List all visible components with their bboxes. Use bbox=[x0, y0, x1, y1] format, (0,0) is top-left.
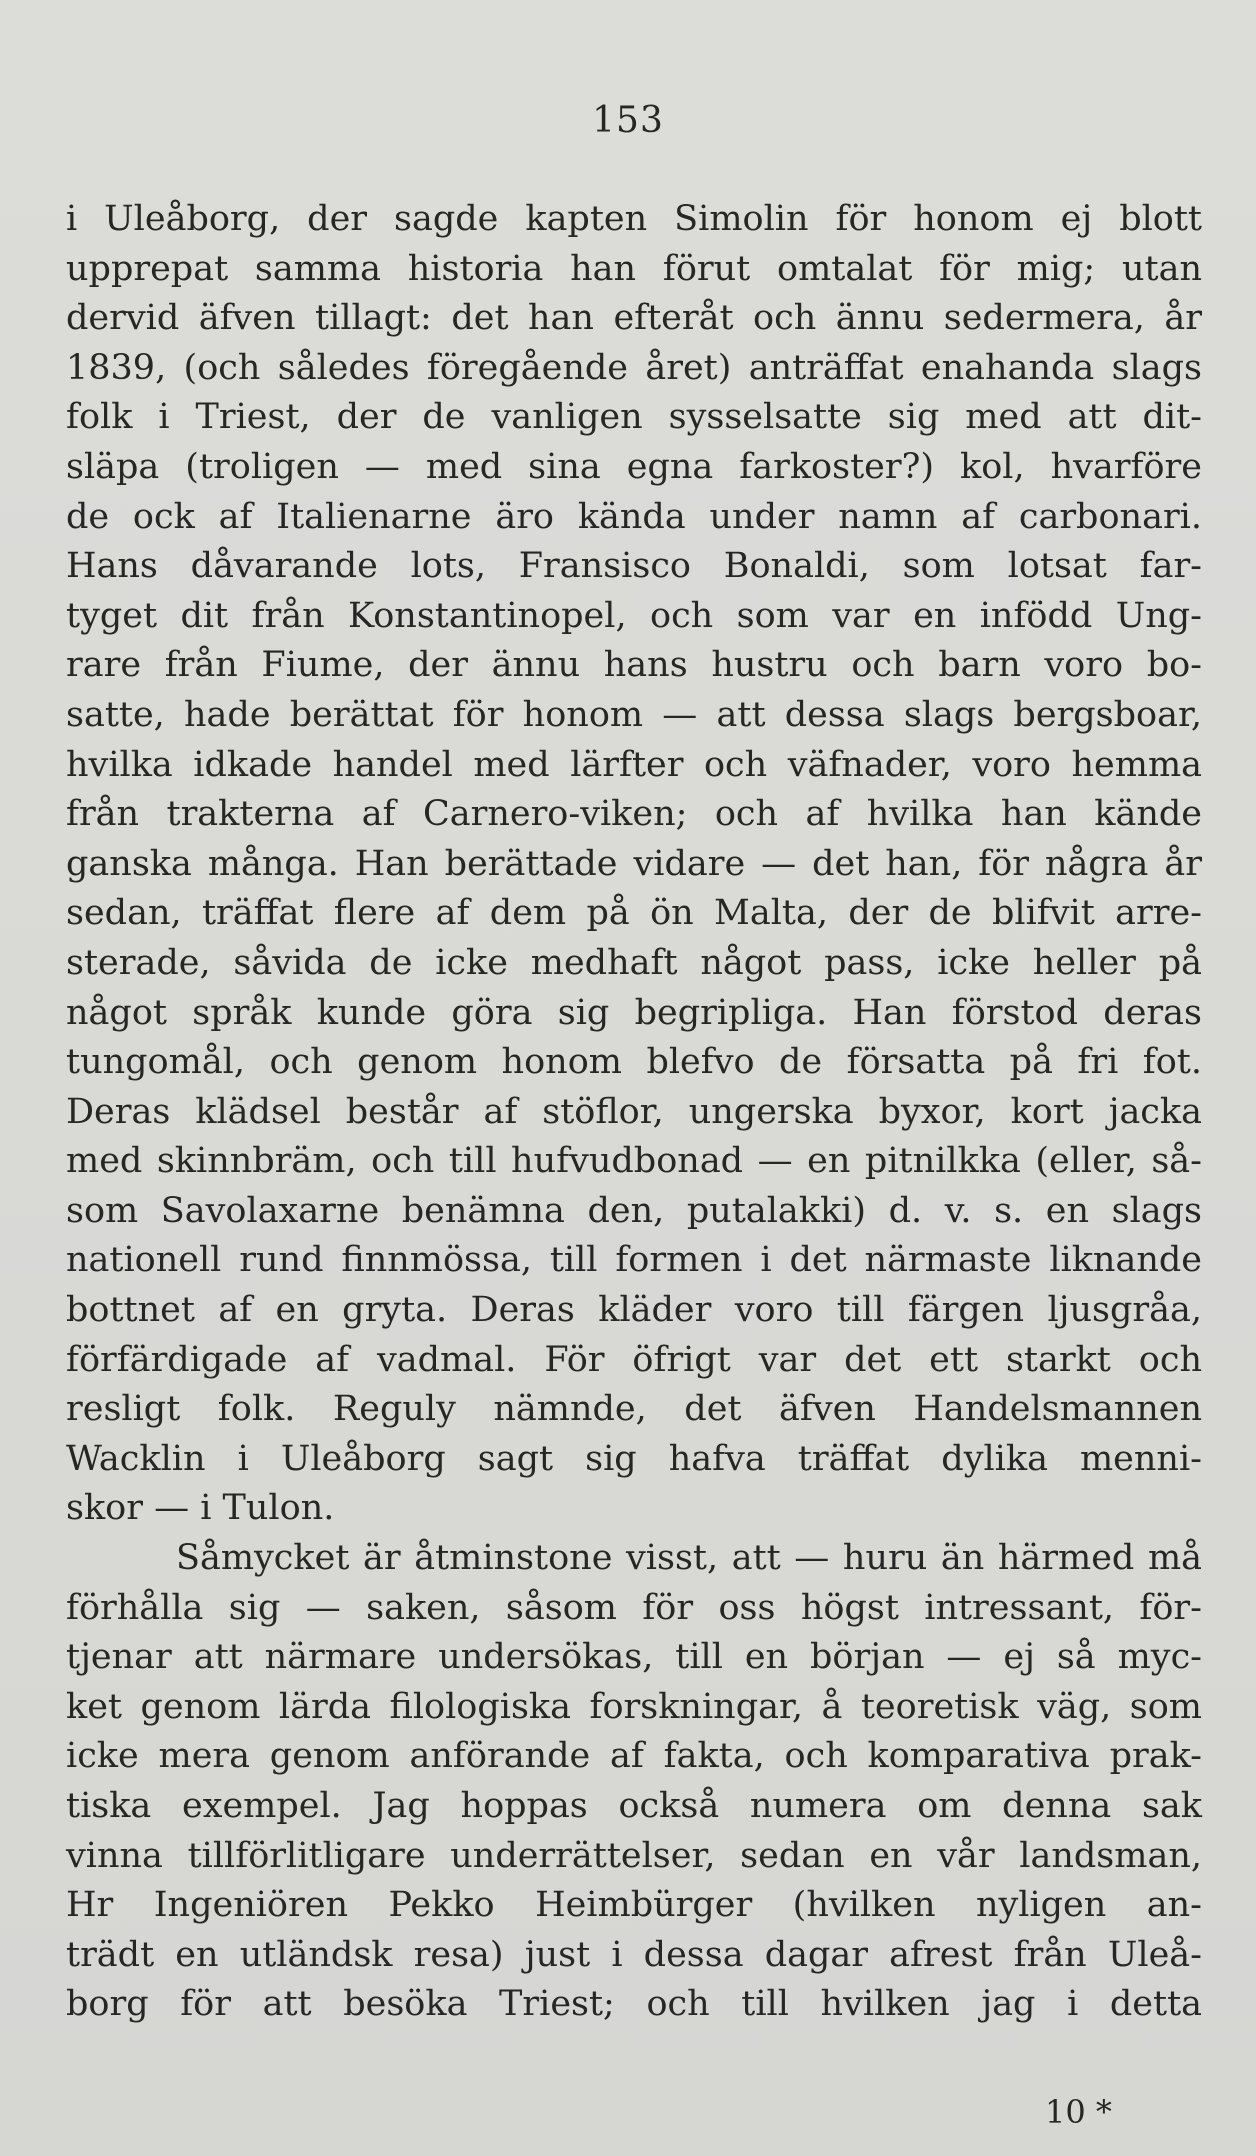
text-line: 1839, (och således föregående året) anträffat enahanda slags bbox=[66, 347, 1202, 388]
text-line: släpa (troligen — med sina egna farkoster?) kol, hvarföre bbox=[66, 446, 1202, 487]
text-line: de ock af Italienarne äro kända under namn af carbonari. bbox=[66, 496, 1202, 537]
text-line: upprepat samma historia han förut omtalat för mig; utan bbox=[66, 248, 1202, 289]
text-line: något språk kunde göra sig begripliga. Han förstod deras bbox=[66, 992, 1202, 1033]
text-line: nationell rund finnmössa, till formen i det närmaste liknande bbox=[66, 1240, 1202, 1281]
text-line: folk i Triest, der de vanligen sysselsatte sig med att dit- bbox=[66, 397, 1202, 438]
text-line: sedan, träffat flere af dem på ön Malta, der de blifvit arre- bbox=[66, 893, 1202, 934]
text-line: förfärdigade af vadmal. För öfrigt var det ett starkt och bbox=[66, 1339, 1202, 1380]
text-line: tjenar att närmare undersökas, till en början — ej så myc- bbox=[66, 1637, 1202, 1678]
text-line: som Savolaxarne benämna den, putalakki) d. v. s. en slags bbox=[66, 1190, 1202, 1231]
text-line: skor — i Tulon. bbox=[66, 1488, 335, 1529]
text-line: Wacklin i Uleåborg sagt sig hafva träffat dylika menni- bbox=[66, 1438, 1202, 1479]
text-line: i Uleåborg, der sagde kapten Simolin för honom ej blott bbox=[66, 199, 1202, 239]
text-line: hvilka idkade handel med lärfter och väfnader, voro hemma bbox=[66, 744, 1202, 785]
text-line: Deras klädsel består af stöflor, ungerska byxor, kort jacka bbox=[66, 1091, 1202, 1132]
text-line: Såmycket är åtminstone visst, att — huru än härmed må bbox=[176, 1538, 1202, 1579]
text-line: icke mera genom anförande af fakta, och komparativa prak- bbox=[66, 1736, 1202, 1777]
text-line: dervid äfven tillagt: det han efteråt och ännu sedermera, år bbox=[66, 298, 1202, 339]
text-line: med skinnbräm, och till hufvudbonad — en pitnilkka (eller, så- bbox=[66, 1141, 1202, 1182]
text-line: Hans dåvarande lots, Fransisco Bonaldi, som lotsat far- bbox=[66, 546, 1202, 587]
text-line: satte, hade berättat för honom — att dessa slags bergsboar, bbox=[66, 694, 1202, 735]
text-line: bottnet af en gryta. Deras kläder voro till färgen ljusgråa, bbox=[66, 1290, 1202, 1331]
text-line: ket genom lärda filologiska forskningar, å teoretisk väg, som bbox=[66, 1686, 1202, 1727]
page-number: 153 bbox=[592, 100, 664, 141]
text-line: ganska många. Han berättade vidare — det han, för några år bbox=[66, 843, 1202, 884]
text-line: sterade, såvida de icke medhaft något pass, icke heller på bbox=[66, 942, 1202, 983]
text-line: resligt folk. Reguly nämnde, det äfven Handelsmannen bbox=[66, 1389, 1202, 1430]
text-line: rare från Fiume, der ännu hans hustru och barn voro bo- bbox=[66, 645, 1202, 686]
text-line: vinna tillförlitligare underrättelser, sedan en vår landsman, bbox=[66, 1835, 1202, 1876]
text-line: Hr Ingeniören Pekko Heimbürger (hvilken nyligen an- bbox=[66, 1885, 1202, 1926]
text-line: trädt en utländsk resa) just i dessa dagar afrest från Uleå- bbox=[66, 1934, 1202, 1975]
body-text bbox=[66, 195, 1202, 2030]
signature-mark: 10 * bbox=[1045, 2093, 1112, 2131]
text-line: borg för att besöka Triest; och till hvilken jag i detta bbox=[66, 1984, 1202, 2025]
text-line: tungomål, och genom honom blefvo de försatta på fri fot. bbox=[66, 1042, 1202, 1083]
text-line: tyget dit från Konstantinopel, och som var en infödd Ung- bbox=[66, 595, 1202, 636]
text-line: förhålla sig — saken, såsom för oss högst intressant, för- bbox=[66, 1587, 1202, 1628]
text-line: från trakterna af Carnero-viken; och af hvilka han kände bbox=[66, 794, 1202, 835]
text-line: tiska exempel. Jag hoppas också numera om denna sak bbox=[66, 1786, 1202, 1826]
